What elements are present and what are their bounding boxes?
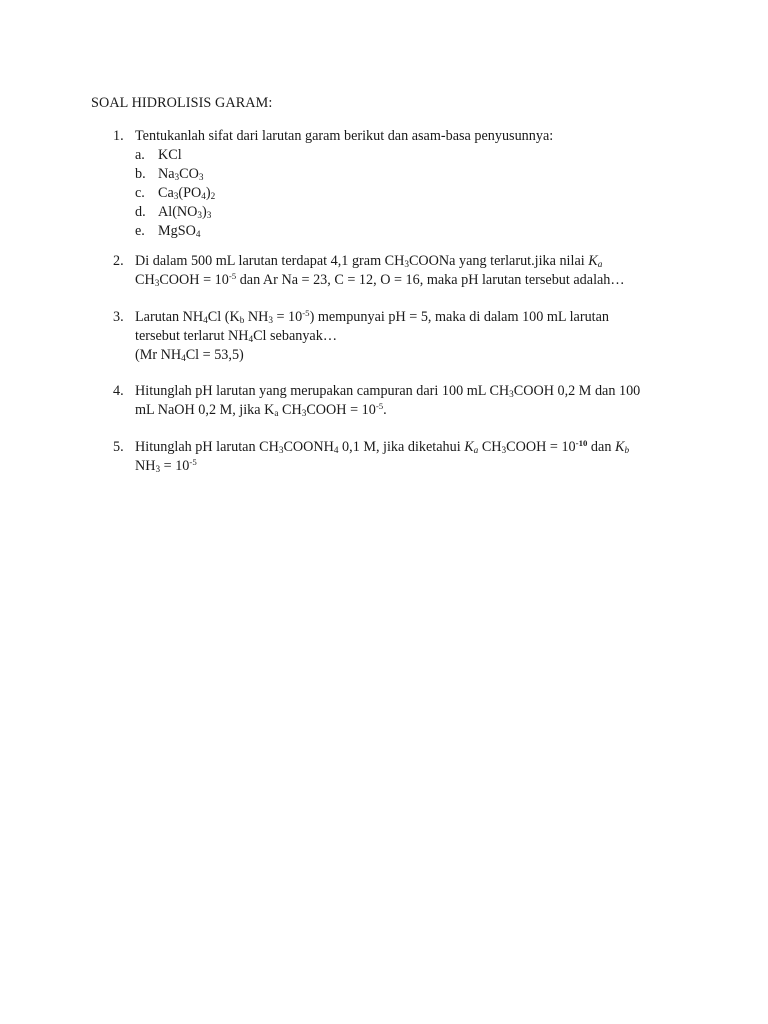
subscript: 3 [206,210,212,220]
question-3 [113,308,693,365]
subscript: 3 [197,210,203,220]
question-line-1: Di dalam 500 mL larutan terdapat 4,1 gram $CH_3COONa$ yang terlarut.jika nilai $K_a$ [135,253,603,269]
question-number: 3. [113,309,124,325]
subscript: 3 [174,172,180,182]
question-line-1: Hitunglah pH larutan yang merupakan campuran dari 100 mL $CH_3COOH$ 0,2 M dan 100 [135,383,641,399]
subscript: 3 [173,191,179,201]
option-letter: e. [135,223,145,239]
subscript: 2 [210,191,216,201]
option-letter: b. [135,166,146,182]
question-number: 2. [113,253,124,269]
option-text: MgSO [158,223,196,239]
question-number: 4. [113,383,124,399]
option-text: Na [158,166,175,182]
question-4 [113,382,693,420]
option-text: CO [179,166,199,182]
option-text: ) [205,185,211,201]
question-line-1: Larutan $NH_4Cl$ ($K_b$ $NH_3 = 10^{-5}$) mempunyai pH = 5, maka di dalam 100 mL larutan [135,308,610,325]
question-1 [113,127,693,241]
option-letter: d. [135,204,146,220]
subscript: 4 [195,229,201,239]
option-text: ) [202,204,207,220]
question-5 [113,438,693,476]
option-d [135,203,693,222]
question-line-2: $CH_3COOH = 10^{-5}$ dan Ar Na = 23, C = 12, O = 16, maka pH larutan tersebut adalah… [135,271,625,288]
option-text: (PO [178,185,202,201]
question-line-2: mL NaOH 0,2 M, jika $K_a$ $CH_3COOH = 10^{-5}$. [135,401,387,418]
question-number: 5. [113,439,124,455]
option-e [135,222,693,241]
question-line-3: (Mr $NH_4Cl = 53,5$) [135,347,244,363]
subscript: 4 [201,191,206,201]
question-text: Tentukanlah sifat dari larutan garam berikut dan asam-basa penyusunnya: [135,128,554,144]
question-line-2: tersebut terlarut $NH_4Cl$ sebanyak… [135,328,338,344]
page-title: SOAL HIDROLISIS GARAM: [91,95,273,111]
option-letter: a. [135,147,145,163]
option-text: KCl [158,147,182,163]
option-text: Ca [158,185,174,201]
option-b [135,165,693,184]
question-line-1: Hitunglah pH larutan $CH_3COONH_4$ 0,1 M, jika diketahui $K_a$ $CH_3COOH = 10^{-10}$ dan $K_b$ [135,438,630,455]
subscript: 3 [198,172,204,182]
question-2 [113,252,693,290]
option-c [135,184,693,203]
option-list [135,146,693,241]
question-line-2: $NH_3 = 10^{-5}$ [135,457,197,474]
option-text: Al(NO [158,204,198,220]
question-number: 1. [113,128,124,144]
option-letter: c. [135,185,145,201]
option-a [135,146,693,165]
